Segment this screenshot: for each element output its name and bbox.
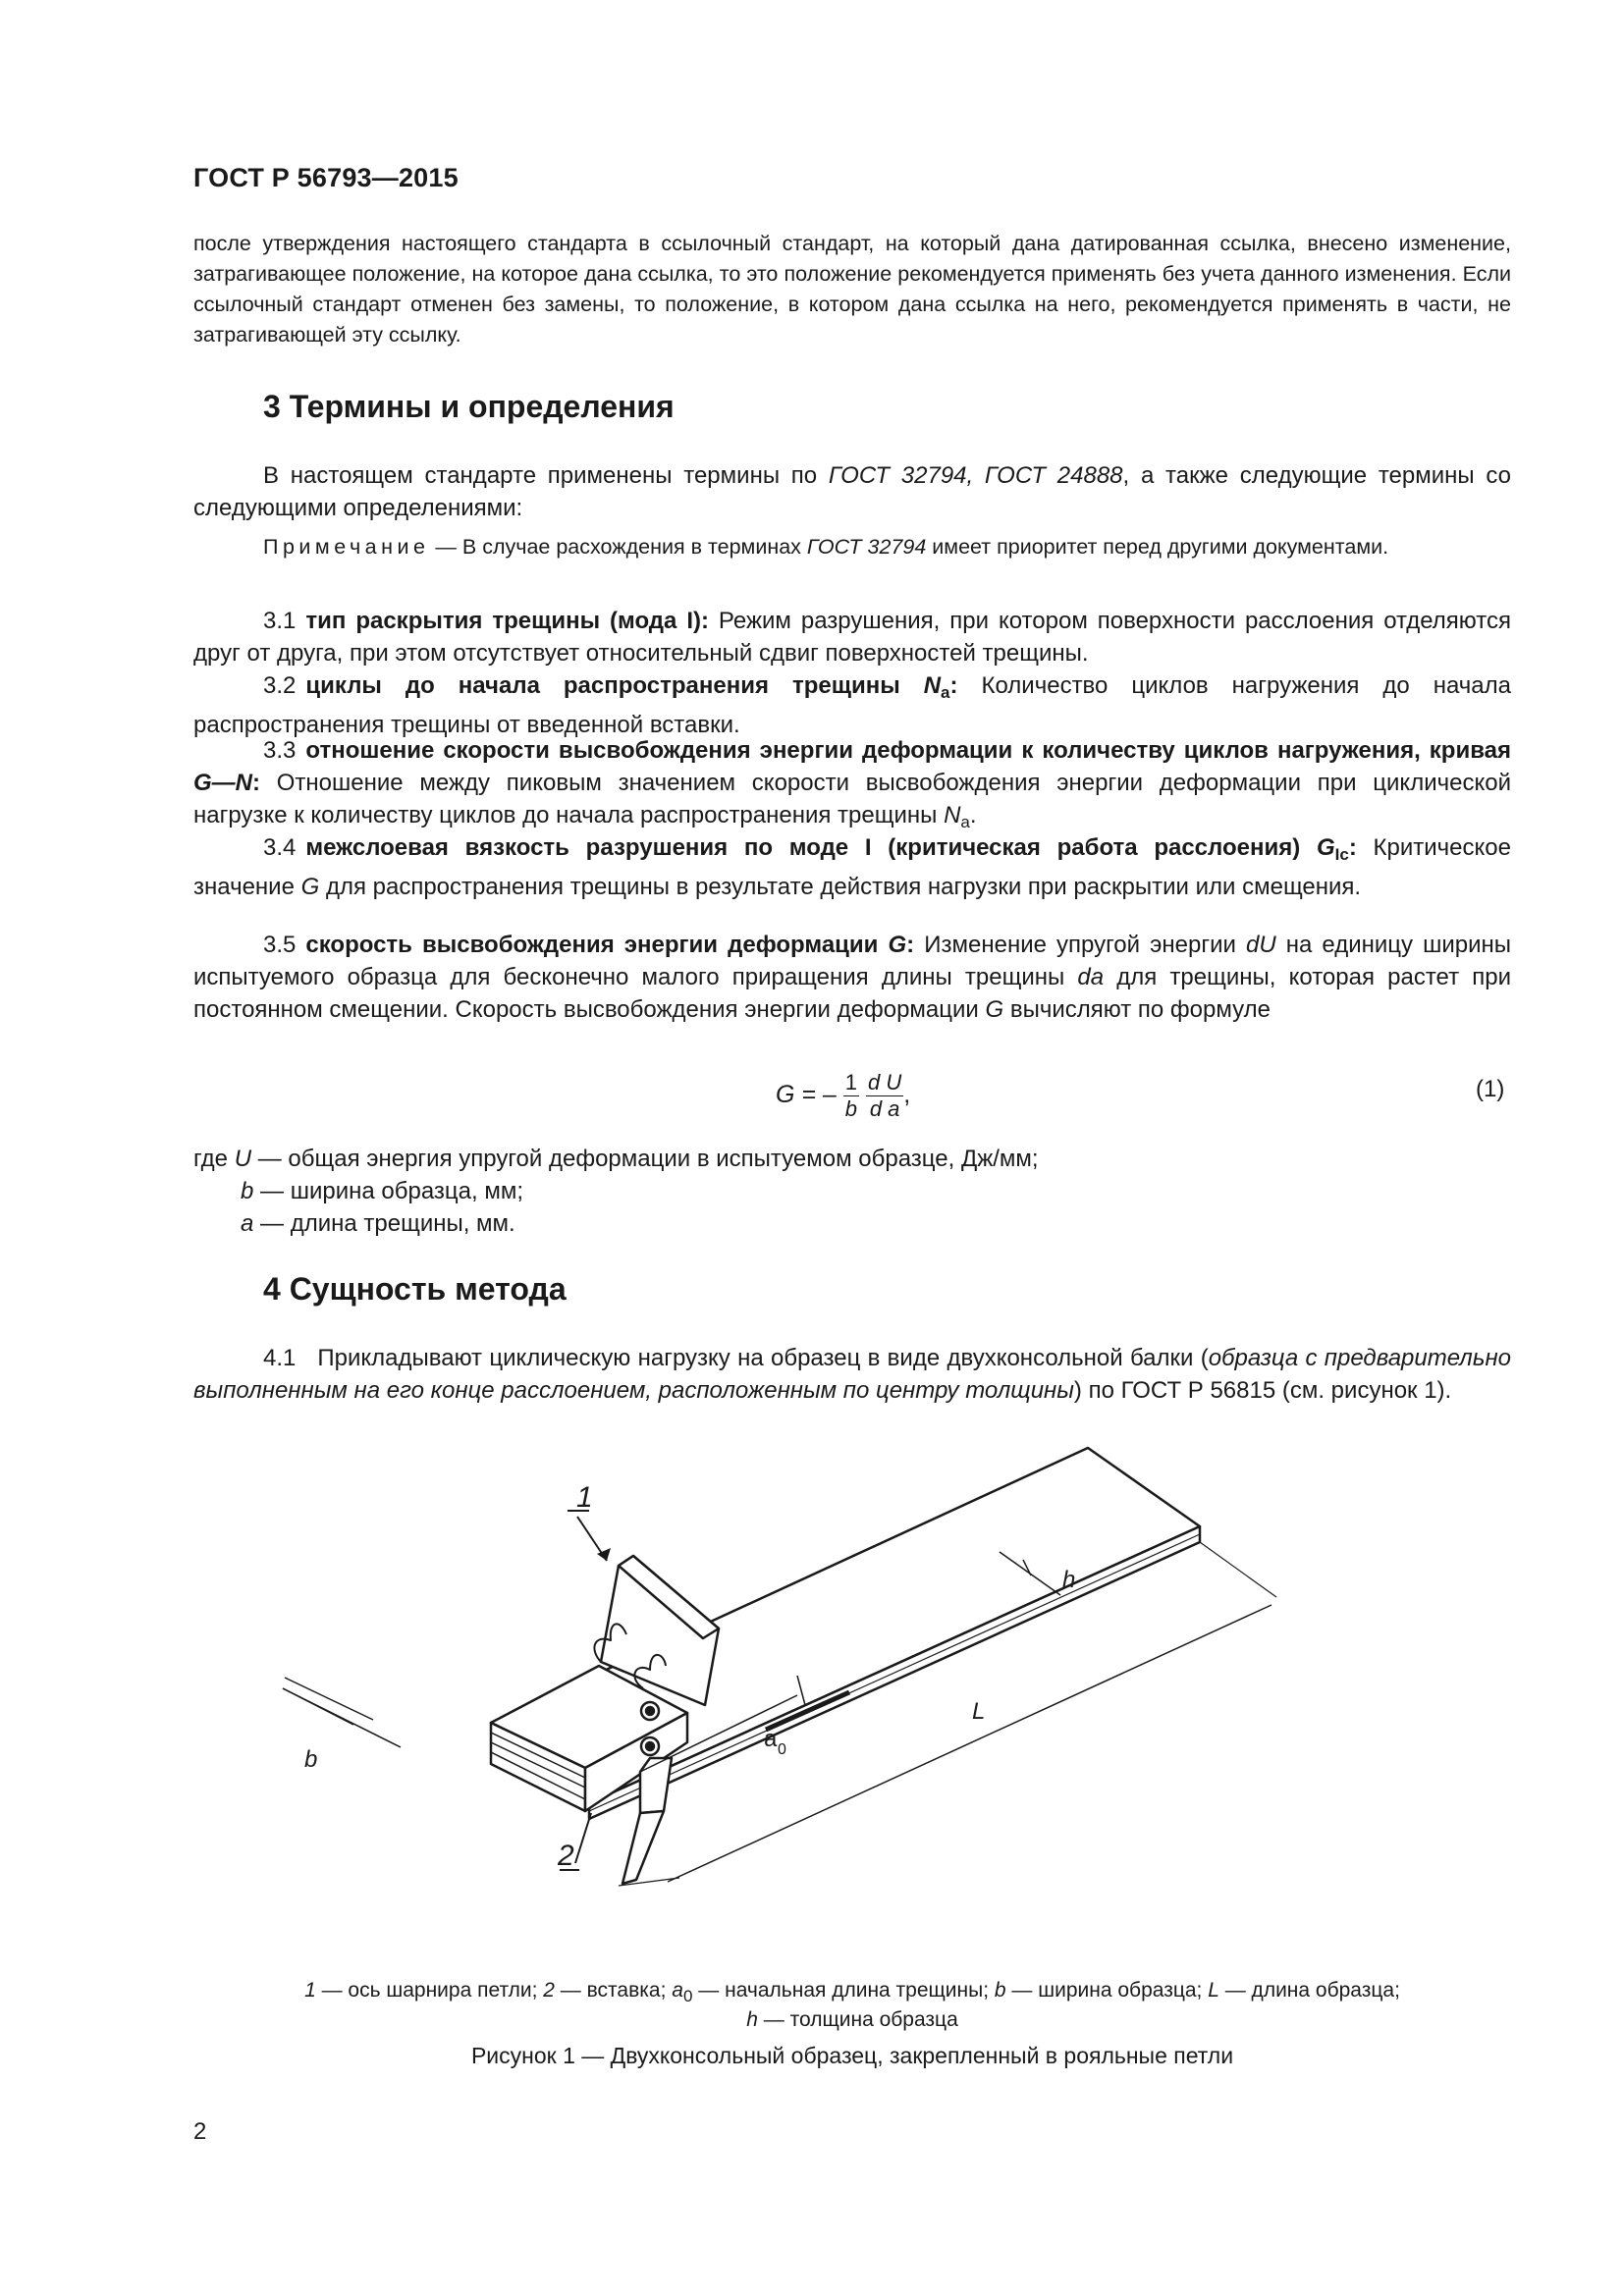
term-3-4: 3.4 межслоевая вязкость разрушения по моде I (критическая работа расслоения) $G_{Ic}$: Критическое значение G для распространения трещины в результате действия нагрузки при раскрытии или смещения.: [193, 834, 1511, 900]
figure-label-1: 1: [576, 1481, 593, 1514]
formula-fraction-1: $\frac{1}{b}$: [844, 1070, 858, 1121]
section-3-intro: В настоящем стандарте применены термины по ГОСТ 32794, ГОСТ 24888, а также следующие термины со следующими определениями:: [193, 462, 1512, 521]
formula-number: (1): [1476, 1076, 1505, 1102]
figure-label-h: h: [1062, 1567, 1076, 1593]
figure-title: Рисунок 1 — Двухконсольный образец, закрепленный в рояльные петли: [470, 2043, 1234, 2068]
formula-1: G = – $\frac{1}{b}$ $\frac{\text{d U}}{\text{d a}}$ ,: [776, 1070, 911, 1121]
term-3-3: 3.3 отношение скорости высвобождения энергии деформации к количеству циклов нагружения, кривая G—N: Отношение между пиковым значением скорости высвобождения энергии деформации при циклической нагрузке к количеству циклов до начала распространения трещины $N_a$.: [193, 737, 1511, 831]
figure-legend-line-1: 1 — ось шарнира петли; 2 — вставка; $a_0$ — начальная длина трещины; b — ширина образца; L — длина образца;: [304, 1979, 1400, 2005]
figure-label-b: b: [304, 1746, 318, 1773]
section-3-title: 3 Термины и определения: [263, 389, 675, 424]
figure-label-L: L: [972, 1698, 986, 1725]
term-3-2: 3.2 циклы до начала распространения трещины $N_a$: Количество циклов нагружения до начала распространения трещины от введенной вставки.: [193, 672, 1512, 738]
document-header: ГОСТ Р 56793—2015: [193, 163, 459, 192]
where-line-1: где U — общая энергия упругой деформации в испытуемом образце, Дж/мм;: [193, 1146, 1039, 1172]
dimension-b: [283, 1688, 401, 1747]
figure-label-2: 2: [558, 1840, 574, 1872]
dim-b-line: [285, 1678, 373, 1720]
intro-paragraph: после утверждения настоящего стандарта в ссылочный стандарт, на который дана датированная ссылка, внесено изменение, затрагивающее положение, на которое дана ссылка, то это положение рекомендуется применять без учета данного изменения. Если ссылочный стандарт отменен без замены, то положение, в котором дана ссылка на него, рекомендуется применять в части, не затрагивающей эту ссылку.: [193, 232, 1511, 347]
figure-legend-line-2: h — толщина образца: [746, 2008, 958, 2031]
where-line-3: a — длина трещины, мм.: [241, 1210, 515, 1237]
figure-label-a0-sub: 0: [778, 1741, 786, 1758]
formula-lhs: G = –: [776, 1081, 837, 1109]
section-3-note: Примечание — В случае расхождения в терминах ГОСТ 32794 имеет приоритет перед другими документами.: [263, 535, 1389, 559]
lower-hinge-leaf: [640, 1758, 672, 1813]
paragraph-4-1: 4.1 Прикладывают циклическую нагрузку на образец в виде двухконсольной балки (образца с предварительно выполненным на его конце расслоением, расположенным по центру толщины) по ГОСТ Р 56815 (см. рисунок 1).: [193, 1345, 1511, 1404]
page-number: 2: [193, 2118, 207, 2145]
where-line-2: b — ширина образца, мм;: [241, 1178, 523, 1204]
specimen-figure: [304, 1448, 1316, 1998]
label-2-leader: [575, 1813, 591, 1863]
term-3-5: 3.5 скорость высвобождения энергии деформации G: Изменение упругой энергии dU на единицу ширины испытуемого образца для бесконечно малого приращения длины трещины da для трещины, которая растет при постоянном смещении. Скорость высвобождения энергии деформации G вычисляют по формуле: [193, 932, 1512, 1023]
figure-label-a0: a: [764, 1726, 778, 1752]
formula-fraction-2: $\frac{\text{d U}}{\text{d a}}$: [868, 1070, 902, 1121]
section-4-title: 4 Сущность метода: [263, 1271, 567, 1307]
term-3-1: 3.1 тип раскрытия трещины (мода I): Режим разрушения, при котором поверхности расслоения отделяются друг от друга, при этом отсутствует относительный сдвиг поверхностей трещины.: [193, 608, 1511, 667]
